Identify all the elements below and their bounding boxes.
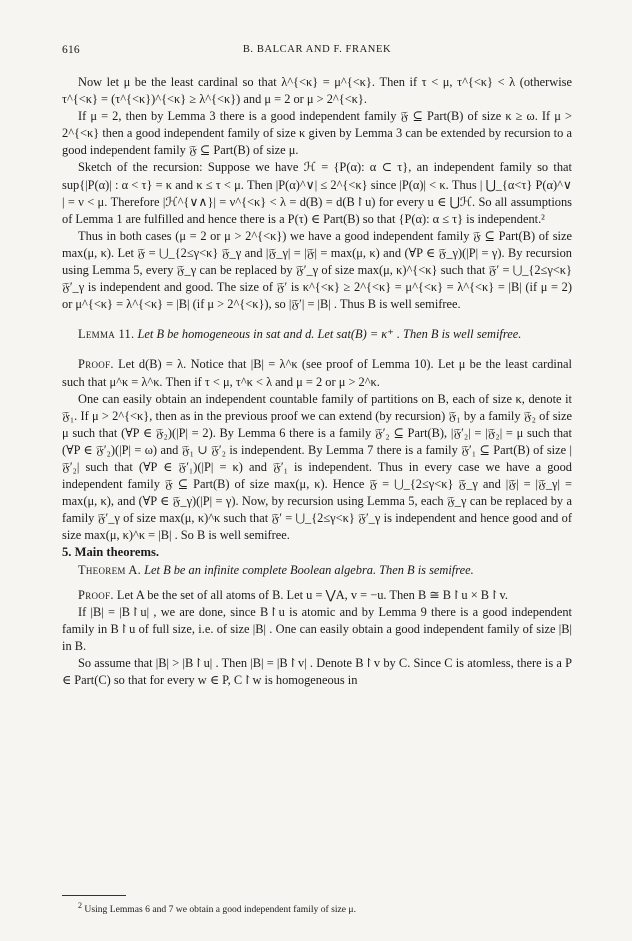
footnote-rule [62, 895, 126, 896]
footnote-mark: 2 [78, 900, 82, 910]
running-head: B. BALCAR AND F. FRANEK [242, 44, 392, 55]
proof-lemma-11 [62, 356, 572, 544]
proof-paragraph [62, 356, 572, 390]
footnote-text: Using Lemmas 6 and 7 we obtain a good independent family of size μ. [84, 904, 356, 915]
section-title: 5. Main theorems. [62, 545, 160, 560]
theorem-a-statement [62, 562, 572, 579]
proof-paragraph: If |B| = |B↾u| , we are done, since B↾u is atomic and by Lemma 9 there is a good independent family in B↾u of full size, i.e. of size |B| . One can easily obtain a good independent family of size |B| in B. [62, 604, 572, 653]
proof-paragraph: So assume that |B| > |B↾u| . Then |B| = |B↾v| . Denote B↾v by C. Since C is atomless, there is a P ∈ Part(C) so that for every w ∈ P, C↾w is homogeneous in [62, 656, 572, 688]
page-number: 616 [62, 44, 80, 56]
proof-paragraph [62, 587, 572, 604]
lemma-11-statement [62, 326, 572, 343]
paragraph: Now let μ be the least cardinal so that λ^{<κ} = μ^{<κ}. Then if τ < μ, τ^{<κ} < λ (otherwise τ^{<κ} = (τ^{<κ})^{<κ} ≥ λ^{<κ}) and μ = 2 or μ > 2^{<κ}. [62, 75, 572, 107]
lemma-11 [62, 326, 572, 343]
paragraph: If μ = 2, then by Lemma 3 there is a good independent family 𝔉 ⊆ Part(B) of size κ ≥ ω. If μ > 2^{<κ} then a good independent family of size κ given by Lemma 3 can be extended by recursion to a good independent family 𝔉 ⊆ Part(B) of size μ. [62, 109, 572, 158]
theorem-label: Theorem A. [78, 562, 142, 577]
proof-label: Proof. [78, 587, 114, 602]
footnote [78, 900, 572, 916]
theorem-text: Let B be an infinite complete Boolean algebra. Then B is semifree. [144, 562, 474, 577]
proof-paragraph: One can easily obtain an independent countable family of partitions on B, each of size κ, denote it 𝔉₁. If μ > 2^{<κ}, then as in the previous proof we can extend (by recursion) 𝔉₁ by a family 𝔉₂ of size μ such that (∀P ∈ 𝔉₂)(|P| = 2). By Lemma 6 there is a family 𝔉′₂ ⊆ Part(B), |𝔉′₂| = |𝔉₂| = μ such that (∀P ∈ 𝔉′₂)(|P| = ω) and 𝔉₁ ∪ 𝔉′₂ is independent. By Lemma 7 there is a family 𝔉′₁ ⊆ Part(B) of size |𝔉′₂| such that (∀P ∈ 𝔉′₁)(|P| = κ) and 𝔉′₁ is independent. Thus in every case we have a good independent family 𝔉 ⊆ Part(B) of size max(μ, κ). Hence 𝔉 = ⋃_{2≤γ<κ} 𝔉_γ and |𝔉| = |𝔉_γ| = max(μ, κ), and (∀P ∈ 𝔉_γ)(|P| = γ). Now, by recursion using Lemma 5, each 𝔉_γ can be replaced by a family 𝔉′_γ of size max(μ, κ)^κ such that 𝔉′ = ⋃_{2≤γ<κ} 𝔉′_γ is independent and hence good and of size max(μ, κ)^κ = |B| . So B is well semifree. [62, 391, 572, 543]
lemma-text: Let B be homogeneous in sat and d. Let sat(B) = κ⁺ . Then B is well semifree. [137, 327, 522, 342]
paragraph: Thus in both cases (μ = 2 or μ > 2^{<κ}) we have a good independent family 𝔉 ⊆ Part(B) of size max(μ, κ). Let 𝔉 = ⋃_{2≤γ<κ} 𝔉_γ and |𝔉_γ| = |𝔉| = max(μ, κ) and (∀P ∈ 𝔉_γ)(|P| = γ). By recursion using Lemma 5, every 𝔉_γ can be replaced by 𝔉′_γ of size max(μ, κ)^{<κ} such that 𝔉′ = ⋃_{2≤γ<κ} 𝔉′_γ is independent and good. The size of 𝔉′ is κ^{<κ} ≥ 2^{<κ} = μ^{<κ} = λ^{<κ} = |B| (if μ = 2) or μ^{<κ} = λ^{<κ} = |B| (if μ > 2^{<κ}), so |𝔉′| = |B| . Thus B is well semifree. [62, 228, 572, 312]
proof-text: Let A be the set of all atoms of B. Let u = ⋁A, v = −u. Then B ≅ B↾u × B↾v. [116, 587, 508, 602]
paragraph: Sketch of the recursion: Suppose we have ℋ = {P(α): α ⊂ τ}, an independent family so that sup{|P(α)| : α < τ} = κ and κ ≤ τ < μ. Then |P(α)^∨| ≤ 2^{<κ} since |P(α)| < κ. Thus | ⋃_{α<τ} P(α)^∨ | = ν < μ. Therefore |ℋ^{∨∧}| = ν^{<κ} < λ = d(B) = d(B↾u) for every u ∈ ⋃ℋ. So all assumptions of Lemma 1 are fulfilled and hence there is a P(τ) ∈ Part(B) so that {P(α): α ≤ τ} is independent.² [62, 160, 572, 226]
lemma-label: Lemma 11. [78, 327, 135, 342]
main-text [62, 74, 572, 689]
page-header [62, 44, 572, 60]
proof-text: Let d(B) = λ. Notice that |B| = λ^κ (see proof of Lemma 10). Let μ be the least cardinal such that μ^κ = λ^κ. Then if τ < μ, τ^κ < λ and μ = 2 or μ > 2^κ. [62, 357, 572, 389]
proof-label: Proof. [78, 357, 114, 372]
